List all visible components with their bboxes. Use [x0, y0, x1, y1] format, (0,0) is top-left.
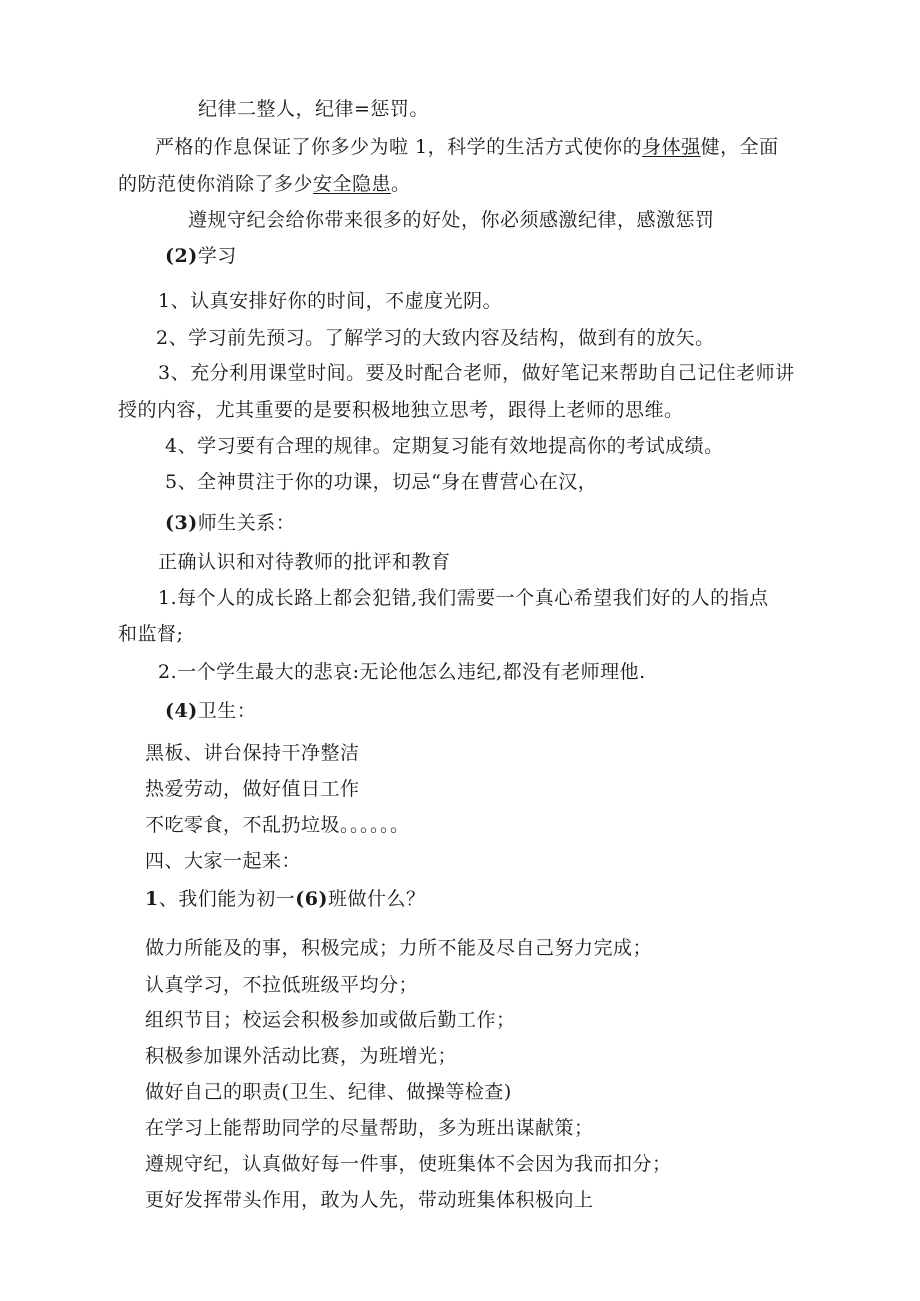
class-number: (6)	[295, 888, 328, 910]
list-item: 4、学习要有合理的规律。定期复习能有效地提高你的考试成绩。	[165, 435, 724, 457]
list-item: 热爱劳动，做好值日工作	[145, 778, 360, 800]
list-item: 做力所能及的事，积极完成；力所不能及尽自己努力完成；	[145, 937, 653, 959]
list-item: 更好发挥带头作用，敢为人先，带动班集体积极向上	[145, 1189, 594, 1211]
text-span: 严格的作息保证了你多少为啦 1，科学的生活方式使你的	[155, 136, 643, 158]
text-span: 健，全面	[700, 136, 779, 158]
text-span: 。	[391, 173, 411, 195]
list-item-continuation: 和监督;	[118, 623, 184, 645]
list-item: 3、充分利用课堂时间。要及时配合老师，做好笔记来帮助自己记住老师讲	[158, 362, 795, 384]
paragraph-line: 正确认识和对待教师的批评和教育	[158, 551, 451, 573]
section-heading-hygiene	[165, 699, 256, 723]
text-span: 的防范使你消除了多少	[118, 173, 314, 195]
list-item: 黑板、讲台保持干净整洁	[145, 742, 360, 764]
heading-number: (3)	[165, 512, 198, 534]
list-item: 认真学习，不拉低班级平均分；	[145, 974, 419, 996]
list-item: 组织节目；校运会积极参加或做后勤工作；	[145, 1009, 516, 1031]
heading-number: (2)	[165, 245, 198, 267]
list-item: 2.一个学生最大的悲哀:无论他怎么违纪,都没有老师理他.	[158, 661, 646, 683]
list-item-continuation: 授的内容，尤其重要的是要积极地独立思考，跟得上老师的思维。	[118, 399, 684, 421]
heading-text: 师生关系：	[197, 512, 296, 534]
section-heading-together: 四、大家一起来：	[145, 850, 302, 872]
list-item: 1.每个人的成长路上都会犯错,我们需要一个真心希望我们好的人的指点	[158, 587, 769, 609]
discipline-line: 纪律二整人，纪律=惩罚。	[198, 98, 429, 120]
list-item: 积极参加课外活动比赛，为班增光；	[145, 1045, 458, 1067]
list-item: 5、全神贯注于你的功课，切忌“身在曹营心在汉，	[165, 471, 598, 493]
paragraph-line	[155, 135, 779, 159]
underlined-text: 身体强	[642, 136, 701, 158]
question-text: 班做什么？	[327, 888, 426, 910]
section-heading-teacher	[165, 511, 295, 535]
paragraph-line: 遵规守纪会给你带来很多的好处，你必须感激纪律，感激惩罚	[188, 209, 715, 231]
question-heading	[145, 887, 425, 911]
question-number: 1	[145, 888, 159, 910]
list-item: 2、学习前先预习。了解学习的大致内容及结构，做到有的放矢。	[156, 327, 715, 349]
list-item: 不吃零食，不乱扔垃圾。。。。。。	[145, 814, 410, 836]
question-text: 、我们能为初一	[158, 888, 296, 910]
list-item: 做好自己的职责(卫生、纪律、做操等检查)	[145, 1081, 512, 1103]
list-item: 1、认真安排好你的时间，不虚度光阴。	[158, 290, 503, 312]
heading-text: 学习	[197, 245, 237, 267]
heading-number: (4)	[165, 700, 198, 722]
list-item: 遵规守纪，认真做好每一件事，使班集体不会因为我而扣分；	[145, 1153, 672, 1175]
heading-text: 卫生：	[197, 700, 257, 722]
underlined-text: 安全隐患	[313, 173, 392, 195]
paragraph-line	[118, 172, 411, 196]
section-heading-study	[165, 244, 237, 268]
list-item: 在学习上能帮助同学的尽量帮助，多为班出谋献策；	[145, 1117, 594, 1139]
